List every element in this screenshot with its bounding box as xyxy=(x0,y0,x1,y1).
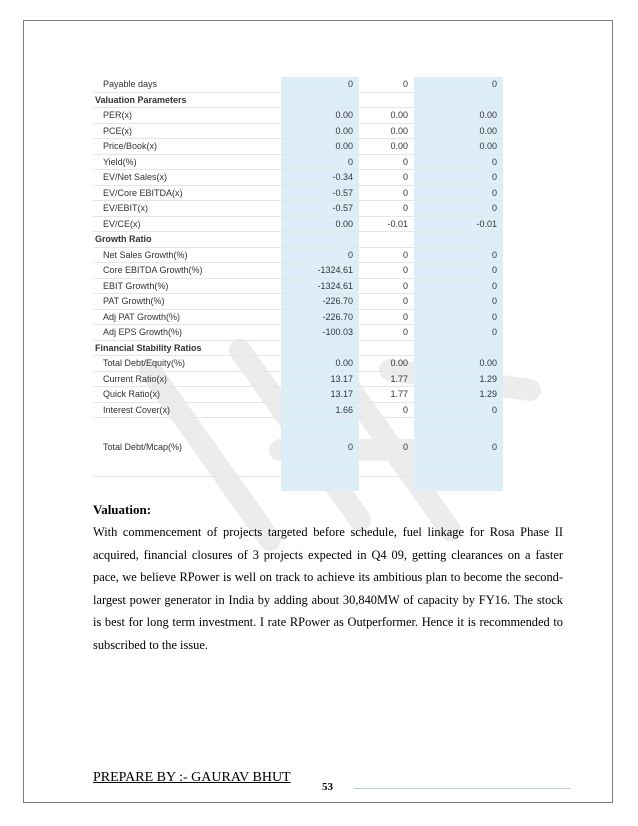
row-label: Total Debt/Equity(%) xyxy=(93,356,281,372)
table-row xyxy=(93,263,503,279)
financial-ratios-table xyxy=(93,77,503,491)
value-col-3: 0 xyxy=(414,170,503,186)
table-row xyxy=(93,294,503,310)
spacer-cell xyxy=(362,477,414,492)
row-label: Adj EPS Growth(%) xyxy=(93,325,281,341)
value-col-3: 0 xyxy=(414,294,503,310)
value-col-1: -0.57 xyxy=(281,185,359,201)
value-col-2: 0.00 xyxy=(362,139,414,155)
row-label: PER(x) xyxy=(93,108,281,124)
section-header-row xyxy=(93,232,503,248)
footer-author: PREPARE BY :- GAURAV BHUT xyxy=(93,770,291,785)
value-col-1 xyxy=(281,92,359,108)
value-col-2: -0.01 xyxy=(362,216,414,232)
row-label: Current Ratio(x) xyxy=(93,371,281,387)
value-col-3: 0.00 xyxy=(414,123,503,139)
value-col-1: 13.17 xyxy=(281,371,359,387)
value-col-2: 1.77 xyxy=(362,371,414,387)
table-row xyxy=(93,247,503,263)
table-row xyxy=(93,123,503,139)
value-col-2 xyxy=(362,232,414,248)
value-col-2 xyxy=(362,92,414,108)
value-col-2: 0 xyxy=(362,418,414,477)
value-col-3: 0 xyxy=(414,247,503,263)
value-col-1: 0.00 xyxy=(281,139,359,155)
value-col-2: 0 xyxy=(362,402,414,418)
spacer-cell xyxy=(414,477,503,492)
table-row xyxy=(93,418,503,477)
table-row xyxy=(93,154,503,170)
table-row xyxy=(93,387,503,403)
row-label: EV/EBIT(x) xyxy=(93,201,281,217)
value-col-3: 0.00 xyxy=(414,356,503,372)
table-row xyxy=(93,108,503,124)
row-label: EV/CE(x) xyxy=(93,216,281,232)
value-col-3: 0 xyxy=(414,418,503,477)
value-col-3: 0 xyxy=(414,185,503,201)
row-label: Core EBITDA Growth(%) xyxy=(93,263,281,279)
value-col-1: -100.03 xyxy=(281,325,359,341)
table-row xyxy=(93,356,503,372)
value-col-3: 0 xyxy=(414,402,503,418)
value-col-3: 0.00 xyxy=(414,139,503,155)
value-col-3: 0 xyxy=(414,325,503,341)
value-col-3: 0 xyxy=(414,263,503,279)
value-col-2: 0 xyxy=(362,170,414,186)
table-row xyxy=(93,201,503,217)
table-row xyxy=(93,185,503,201)
row-label: Valuation Parameters xyxy=(93,92,281,108)
value-col-3: 0 xyxy=(414,201,503,217)
row-label: Quick Ratio(x) xyxy=(93,387,281,403)
table-row xyxy=(93,216,503,232)
table-row xyxy=(93,402,503,418)
value-col-3: 0 xyxy=(414,278,503,294)
value-col-3 xyxy=(414,340,503,356)
value-col-2: 0 xyxy=(362,309,414,325)
value-col-1: 0.00 xyxy=(281,123,359,139)
page-number: 53 xyxy=(322,781,333,793)
valuation-heading: Valuation: xyxy=(93,502,152,517)
row-label: Adj PAT Growth(%) xyxy=(93,309,281,325)
value-col-1: -0.34 xyxy=(281,170,359,186)
row-label: Yield(%) xyxy=(93,154,281,170)
value-col-1: 0.00 xyxy=(281,356,359,372)
value-col-2: 0 xyxy=(362,325,414,341)
valuation-paragraph: With commencement of projects targeted before schedule, fuel linkage for Rosa Phase II acquired, financial closures of 3 projects expected in Q4 09, getting clearances on a faster pace, we believe RPower is well on track to achieve its ambitious plan to become the second-largest power generator in India by adding about 30,840MW of capacity by FY16. The stock is best for long term investment. I rate RPower as Outperformer. Hence it is recommended to subscribed to the issue. xyxy=(93,525,563,652)
table-row xyxy=(93,371,503,387)
value-col-2: 0.00 xyxy=(362,356,414,372)
value-col-2: 0 xyxy=(362,185,414,201)
row-label: PCE(x) xyxy=(93,123,281,139)
value-col-1: 0 xyxy=(281,418,359,477)
value-col-2: 0 xyxy=(362,201,414,217)
row-label: EV/Net Sales(x) xyxy=(93,170,281,186)
value-col-1: 0 xyxy=(281,77,359,92)
value-col-3: -0.01 xyxy=(414,216,503,232)
value-col-1: -1324.61 xyxy=(281,263,359,279)
footer-rule xyxy=(354,788,570,789)
value-col-3: 1.29 xyxy=(414,387,503,403)
spacer-cell xyxy=(93,477,281,492)
value-col-3: 0.00 xyxy=(414,108,503,124)
table-body xyxy=(93,77,503,491)
table-spacer-row xyxy=(93,477,503,492)
table-row xyxy=(93,309,503,325)
value-col-1: -226.70 xyxy=(281,294,359,310)
value-col-2: 0.00 xyxy=(362,123,414,139)
value-col-1 xyxy=(281,340,359,356)
row-label: Interest Cover(x) xyxy=(93,402,281,418)
table-row xyxy=(93,170,503,186)
table-row xyxy=(93,77,503,92)
value-col-3: 0 xyxy=(414,77,503,92)
value-col-3: 0 xyxy=(414,154,503,170)
row-label: Payable days xyxy=(93,77,281,92)
table-row xyxy=(93,278,503,294)
value-col-1: 0.00 xyxy=(281,108,359,124)
row-label: PAT Growth(%) xyxy=(93,294,281,310)
value-col-1: -226.70 xyxy=(281,309,359,325)
row-label: Net Sales Growth(%) xyxy=(93,247,281,263)
value-col-3: 1.29 xyxy=(414,371,503,387)
value-col-3 xyxy=(414,232,503,248)
row-label: Growth Ratio xyxy=(93,232,281,248)
value-col-2: 0 xyxy=(362,263,414,279)
table-row xyxy=(93,325,503,341)
row-label: EBIT Growth(%) xyxy=(93,278,281,294)
value-col-2: 0 xyxy=(362,294,414,310)
value-col-1 xyxy=(281,232,359,248)
row-label: Total Debt/Mcap(%) xyxy=(93,418,281,477)
value-col-2: 0 xyxy=(362,278,414,294)
spacer-cell xyxy=(281,477,359,492)
row-label: Financial Stability Ratios xyxy=(93,340,281,356)
row-label: EV/Core EBITDA(x) xyxy=(93,185,281,201)
value-col-1: -0.57 xyxy=(281,201,359,217)
table-row xyxy=(93,139,503,155)
row-label: Price/Book(x) xyxy=(93,139,281,155)
value-col-2: 0 xyxy=(362,77,414,92)
section-header-row xyxy=(93,92,503,108)
value-col-1: -1324.61 xyxy=(281,278,359,294)
value-col-2: 1.77 xyxy=(362,387,414,403)
value-col-2: 0 xyxy=(362,247,414,263)
section-header-row xyxy=(93,340,503,356)
value-col-1: 1.66 xyxy=(281,402,359,418)
value-col-2: 0 xyxy=(362,154,414,170)
value-col-1: 0 xyxy=(281,247,359,263)
value-col-1: 0.00 xyxy=(281,216,359,232)
value-col-1: 13.17 xyxy=(281,387,359,403)
value-col-2: 0.00 xyxy=(362,108,414,124)
value-col-3 xyxy=(414,92,503,108)
value-col-3: 0 xyxy=(414,309,503,325)
value-col-2 xyxy=(362,340,414,356)
value-col-1: 0 xyxy=(281,154,359,170)
